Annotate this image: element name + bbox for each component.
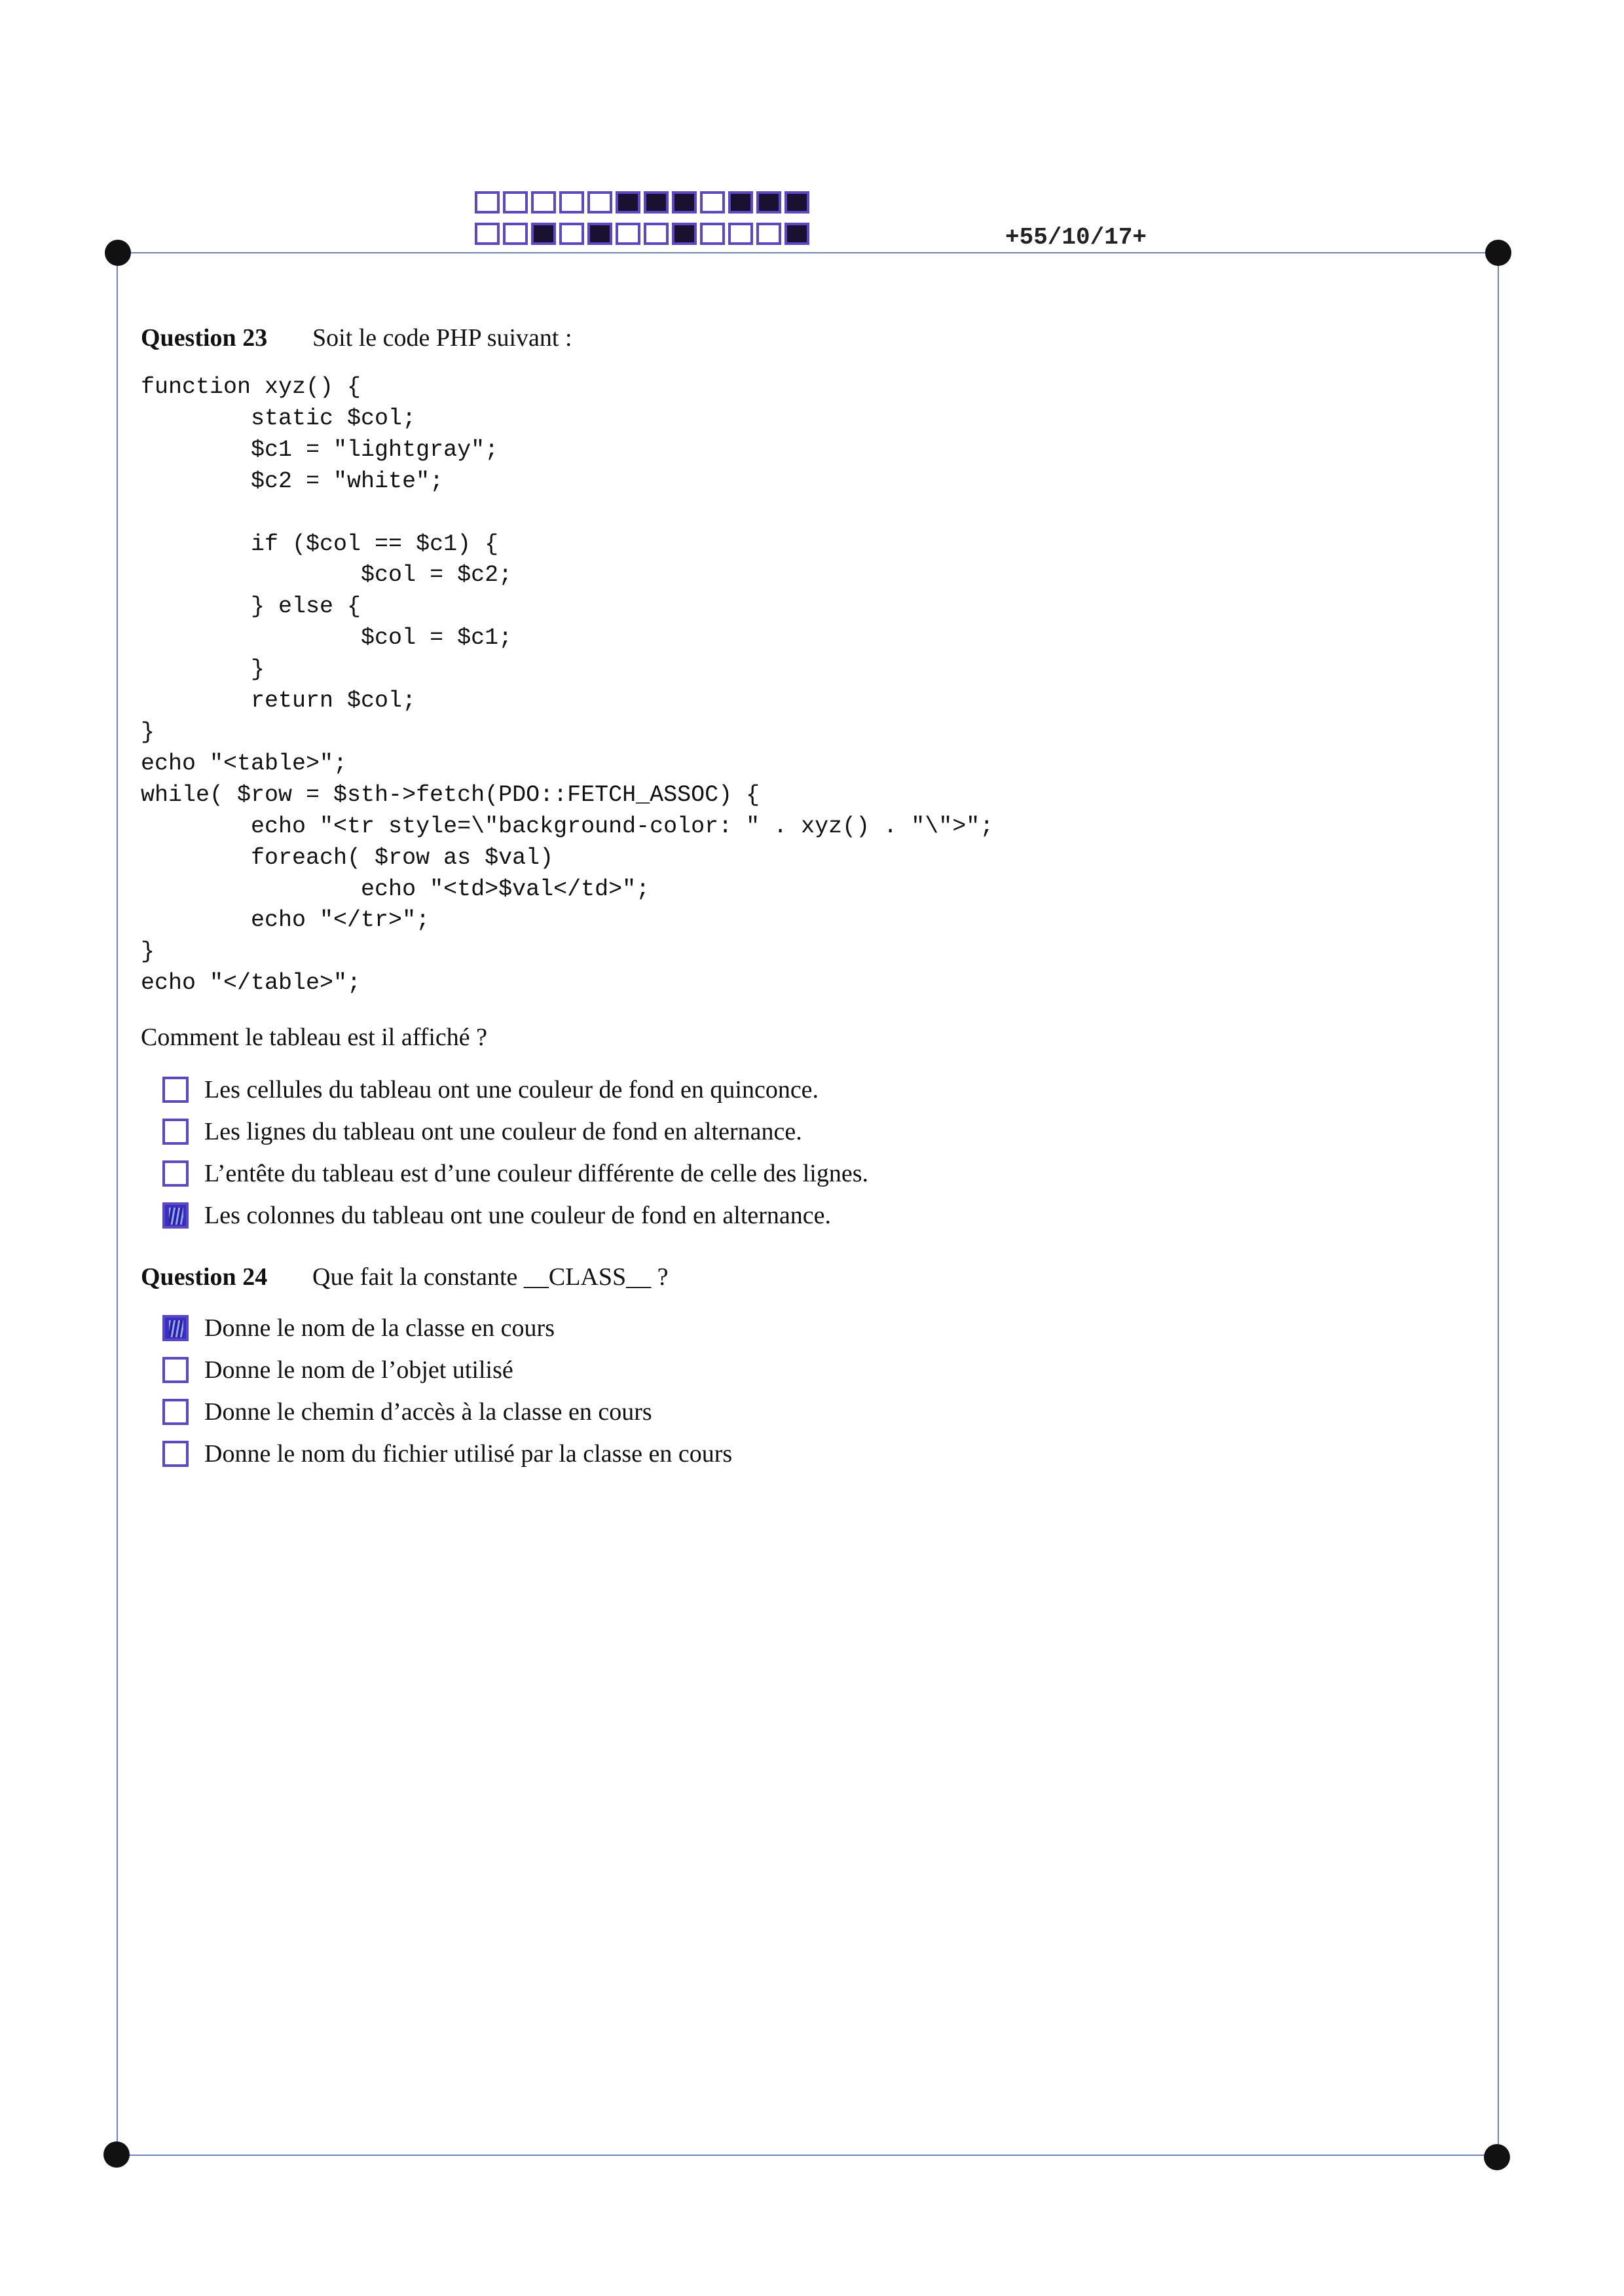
checkbox[interactable] [162,1315,189,1341]
barcode-cell [672,191,697,213]
frame-bottom-line [118,2155,1498,2156]
q24-choice-2[interactable] [162,1356,513,1384]
choice-label: Les cellules du tableau ont une couleur de fond en quinconce. [204,1076,819,1103]
page-barcode-row-2 [475,223,813,245]
corner-mark-top-left [105,240,131,266]
barcode-cell [700,191,725,213]
choice-label: Donne le nom de l’objet utilisé [204,1356,513,1384]
corner-mark-top-right [1485,240,1511,266]
barcode-cell [672,223,697,245]
question-23-heading [141,324,572,352]
barcode-cell [559,191,584,213]
frame-left-line [117,252,118,2155]
checkbox[interactable] [162,1399,189,1425]
page-barcode-row-1 [475,191,813,213]
barcode-cell [531,223,556,245]
checkbox[interactable] [162,1441,189,1467]
frame-right-line [1498,252,1499,2155]
q24-choice-3[interactable] [162,1398,652,1426]
question-number: Question 24 [141,1263,268,1291]
choice-label: Les colonnes du tableau ont une couleur de fond en alternance. [204,1202,832,1229]
question-title: Que fait la constante __CLASS__ ? [312,1263,669,1291]
barcode-cell [756,191,781,213]
barcode-cell [475,191,500,213]
barcode-cell [644,191,669,213]
q23-choice-2[interactable] [162,1117,802,1146]
corner-mark-bottom-left [103,2141,130,2168]
checkbox[interactable] [162,1119,189,1145]
frame-top-line [118,252,1498,253]
barcode-cell [475,223,500,245]
page-identifier: +55/10/17+ [1005,224,1147,251]
barcode-cell [644,223,669,245]
choice-label: Les lignes du tableau ont une couleur de fond en alternance. [204,1118,802,1145]
barcode-cell [559,223,584,245]
barcode-cell [616,191,640,213]
checkbox[interactable] [162,1357,189,1383]
question-23-prompt: Comment le tableau est il affiché ? [141,1024,487,1051]
q23-choice-1[interactable] [162,1075,819,1104]
choice-label: L’entête du tableau est d’une couleur différente de celle des lignes. [204,1160,868,1187]
choice-label: Donne le nom de la classe en cours [204,1314,555,1342]
barcode-cell [531,191,556,213]
barcode-cell [616,223,640,245]
php-code-block: function xyz() { static $col; $c1 = "lightgray"; $c2 = "white"; if ($col == $c1) { $col = $c2; } else { $col = $c1; } return $col; } echo "<table>"; while( $row = $sth->fetch(PDO::FETCH_ASSOC) { echo "<tr style=\"background-color: " . xyz() . "\">"; foreach( $row as $val) echo "<td>$val</td>"; echo "</tr>"; } echo "</table>"; [141,374,994,997]
barcode-cell [728,223,753,245]
checkbox[interactable] [162,1160,189,1187]
barcode-cell [587,223,612,245]
barcode-cell [784,223,809,245]
q24-choice-4[interactable] [162,1439,732,1468]
checkbox[interactable] [162,1202,189,1229]
barcode-cell [587,191,612,213]
corner-mark-bottom-right [1484,2144,1510,2170]
q23-choice-4[interactable] [162,1201,831,1230]
question-24-heading [141,1263,669,1291]
barcode-cell [784,191,809,213]
q24-choice-1[interactable] [162,1314,555,1342]
barcode-cell [503,191,528,213]
barcode-cell [700,223,725,245]
choice-label: Donne le nom du fichier utilisé par la classe en cours [204,1440,733,1468]
q23-choice-3[interactable] [162,1159,868,1188]
barcode-cell [756,223,781,245]
checkbox[interactable] [162,1077,189,1103]
barcode-cell [728,191,753,213]
choice-label: Donne le chemin d’accès à la classe en cours [204,1398,652,1426]
question-title: Soit le code PHP suivant : [312,324,572,352]
question-number: Question 23 [141,324,268,352]
barcode-cell [503,223,528,245]
